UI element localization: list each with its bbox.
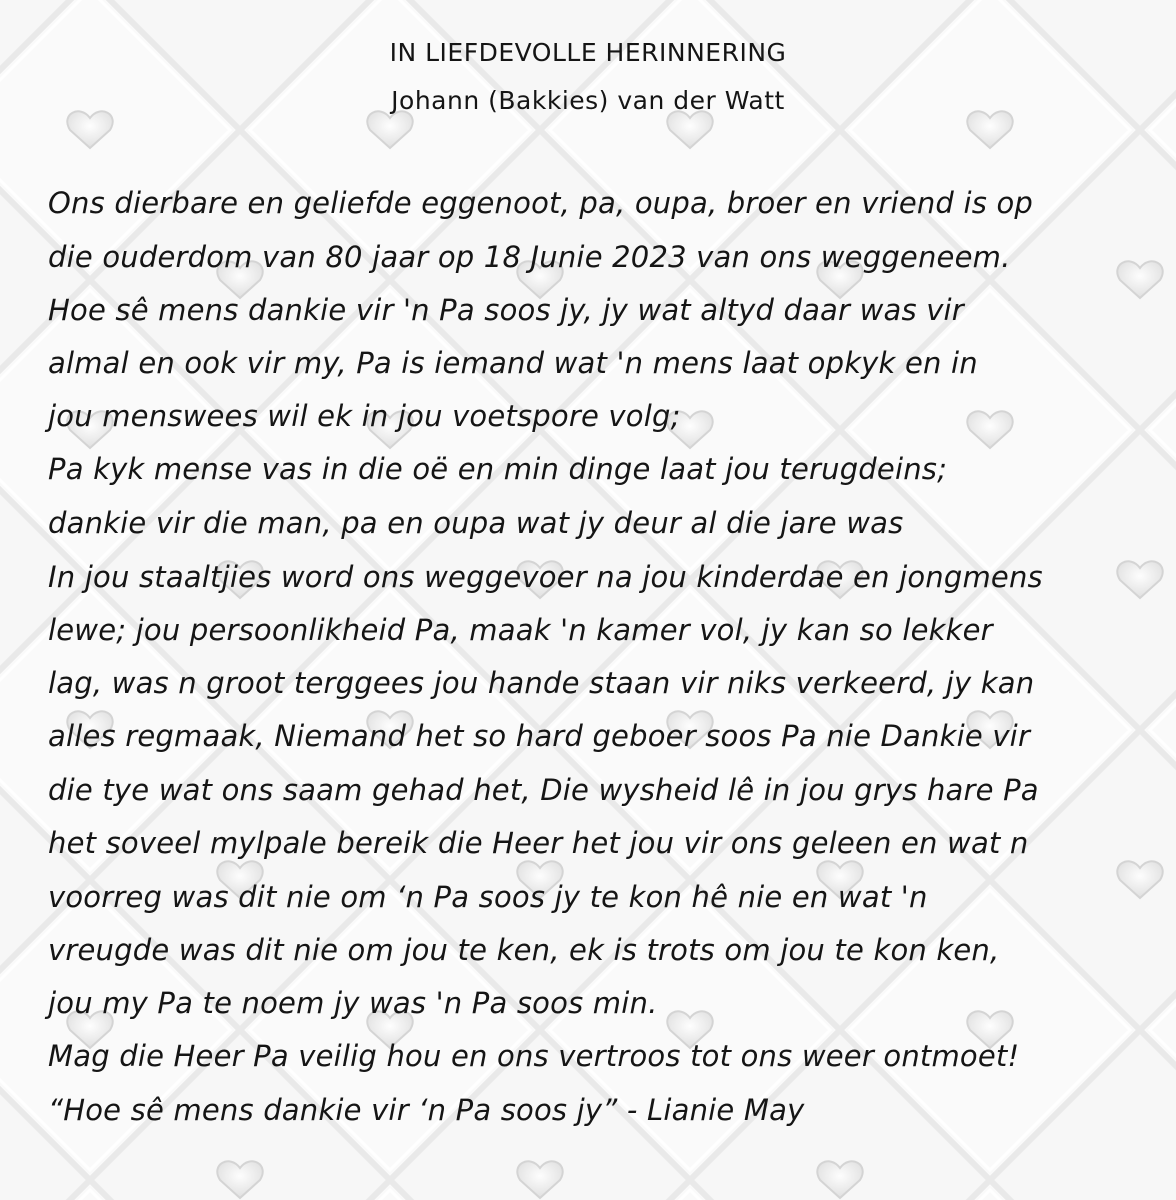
- body-line: Hoe sê mens dankie vir 'n Pa soos jy, jy wat altyd daar was vir: [48, 293, 964, 327]
- closing-quote: “Hoe sê mens dankie vir ‘n Pa soos jy” - Lianie May: [48, 1093, 805, 1127]
- body-line: lewe; jou persoonlikheid Pa, maak 'n kamer vol, jy kan so lekker: [48, 613, 993, 647]
- body-line: jou menswees wil ek in jou voetspore volg;: [48, 399, 681, 433]
- body-line: het soveel mylpale bereik die Heer het jou vir ons geleen en wat n: [48, 826, 1029, 860]
- body-line: Mag die Heer Pa veilig hou en ons vertroos tot ons weer ontmoet!: [48, 1039, 1020, 1073]
- body-line: almal en ook vir my, Pa is iemand wat 'n mens laat opkyk en in: [48, 346, 978, 380]
- body-line: dankie vir die man, pa en oupa wat jy deur al die jare was: [48, 506, 904, 540]
- body-line: In jou staaltjies word ons weggevoer na jou kinderdae en jongmens: [48, 560, 1043, 594]
- body-line: Ons dierbare en geliefde eggenoot, pa, oupa, broer en vriend is op: [48, 186, 1033, 220]
- body-line: die tye wat ons saam gehad het, Die wysheid lê in jou grys hare Pa: [48, 773, 1039, 807]
- deceased-name: Johann (Bakkies) van der Watt: [391, 86, 785, 115]
- body-line: Pa kyk mense vas in die oë en min dinge laat jou terugdeins;: [48, 452, 948, 486]
- body-line: jou my Pa te noem jy was 'n Pa soos min.: [48, 986, 658, 1020]
- body-line: die ouderdom van 80 jaar op 18 Junie 2023 van ons weggeneem.: [48, 240, 1011, 274]
- body-line: voorreg was dit nie om ‘n Pa soos jy te kon hê nie en wat 'n: [48, 880, 928, 914]
- body-line: vreugde was dit nie om jou te ken, ek is trots om jou te kon ken,: [48, 933, 1000, 967]
- memorial-title: IN LIEFDEVOLLE HERINNERING: [389, 38, 787, 67]
- body-line: alles regmaak, Niemand het so hard geboer soos Pa nie Dankie vir: [48, 719, 1031, 753]
- body-line: lag, was n groot terggees jou hande staan vir niks verkeerd, jy kan: [48, 666, 1035, 700]
